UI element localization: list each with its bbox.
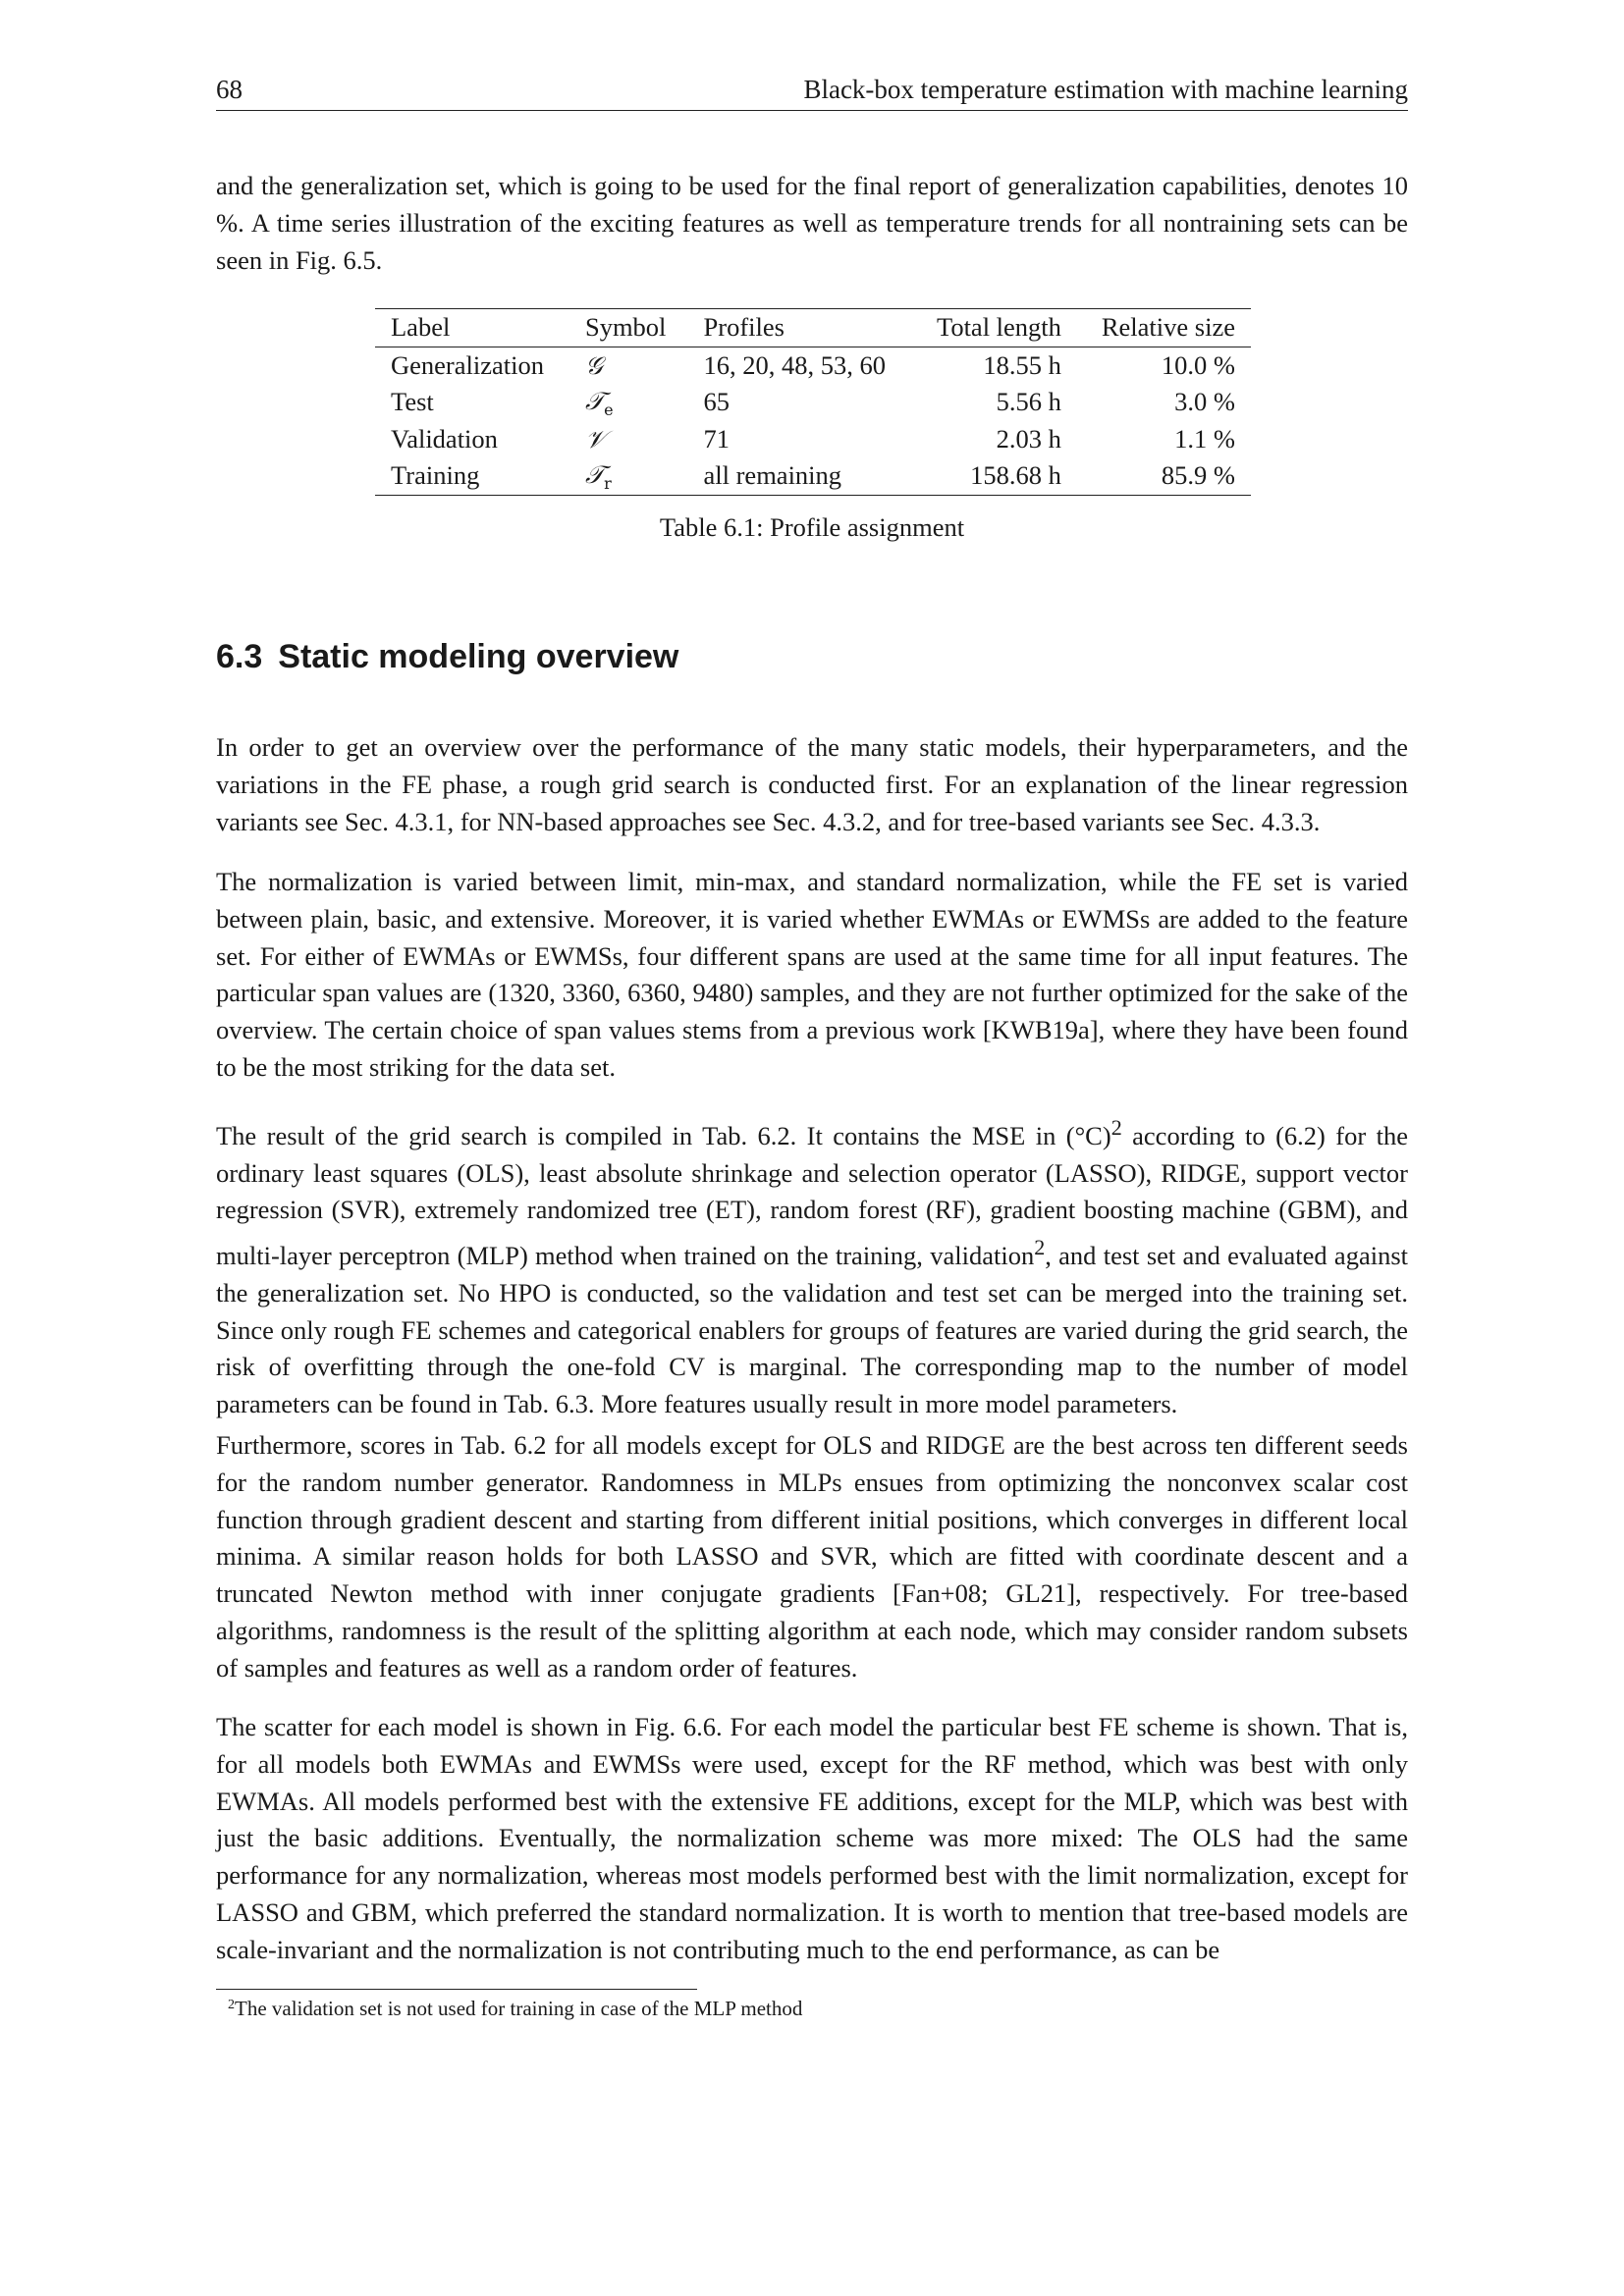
paragraph-overview: In order to get an overview over the performance of the many static models, their hyperparameters, and the variations in the FE phase, a rough grid search is conducted first. For an explanation of the linear regression variants see Sec. 4.3.1, for NN-based approaches see Sec. 4.3.2, and for tree-based variants see Sec. 4.3.3. bbox=[216, 732, 1408, 836]
section-heading bbox=[216, 638, 678, 676]
row-profiles: 71 bbox=[703, 423, 730, 454]
table-row bbox=[375, 347, 1251, 384]
footnote-rule bbox=[216, 1989, 697, 1990]
symbol-subscript: r bbox=[604, 473, 612, 493]
row-symbol bbox=[569, 457, 688, 495]
row-symbol bbox=[569, 384, 688, 421]
row-total-length: 158.68 h bbox=[970, 460, 1061, 491]
table-row bbox=[375, 421, 1251, 458]
row-total-length: 2.03 h bbox=[996, 423, 1061, 454]
symbol-subscript: e bbox=[604, 400, 614, 419]
table-header-row bbox=[375, 309, 1251, 347]
set-symbol: 𝒢 bbox=[584, 350, 603, 380]
row-symbol bbox=[569, 347, 688, 384]
set-symbol: 𝒯$_r$ bbox=[584, 459, 612, 493]
header-total-length: Total length bbox=[936, 312, 1061, 343]
set-symbol: 𝒯$_e$ bbox=[584, 386, 614, 419]
row-relative-size: 10.0 % bbox=[1161, 349, 1235, 380]
table-caption: Table 6.1: Profile assignment bbox=[659, 512, 965, 542]
paragraph-scatter: The scatter for each model is shown in Fig. 6.6. For each model the particular best FE scheme is shown. That is, for all models both EWMAs and EWMSs were used, except for the RF method, which was best with only EWMAs. All models performed best with the extensive FE additions, except for the MLP, which was best with just the basic additions. Eventually, the normalization scheme was more mixed: The OLS had the same performance for any normalization, whereas most models performed best with the limit normalization, except for LASSO and GBM, which preferred the standard normalization. It is worth to mention that tree-based models are scale-invariant and the normalization is not contributing much to the end performance, as can be bbox=[216, 1712, 1408, 1964]
header-label: Label bbox=[391, 312, 451, 343]
row-label: Training bbox=[391, 460, 480, 491]
footnote-number: 2 bbox=[228, 1998, 235, 2012]
row-profiles: all remaining bbox=[703, 460, 842, 491]
page-number: 68 bbox=[216, 75, 243, 104]
running-header bbox=[216, 73, 1408, 111]
header-symbol: Symbol bbox=[584, 312, 667, 343]
paragraph-randomness: Furthermore, scores in Tab. 6.2 for all models except for OLS and RIDGE are the best across ten different seeds for the random number generator. Randomness in MLPs ensues from optimizing the nonconvex scalar cost function through gradient descent and starting from different initial positions, which converges in different local minima. A similar reason holds for both LASSO and SVR, which are fitted with coordinate descent and a truncated Newton method with inner conjugate gradients [Fan+08; GL21], respectively. For tree-based algorithms, randomness is the result of the splitting algorithm at each node, which may consider random subsets of samples and features as well as a random order of features. bbox=[216, 1430, 1408, 1682]
paragraph-grid-search: The result of the grid search is compiled in Tab. 6.2. It contains the MSE in $(^\circ C)^2$ according to (6.2) for the ordinary least squares (OLS), least absolute shrinkage and selection operator (LASSO), RIDGE, support vector regression (SVR), extremely randomized tree (ET), random forest (RF), gradient boosting machine (GBM), and multi-layer perceptron (MLP) method when trained on the training, validation$^2$, and test set and evaluated against the generalization set. No HPO is conducted, so the validation and test set can be merged into the training set. Since only rough FE schemes and categorical enablers for groups of features are varied during the grid search, the risk of overfitting through the one-fold CV is marginal. The corresponding map to the number of model parameters can be found in Tab. 6.3. More features usually result in more model parameters. bbox=[216, 1115, 1408, 1419]
row-profiles: 65 bbox=[703, 387, 730, 417]
table-row bbox=[375, 457, 1251, 495]
header-relative-size: Relative size bbox=[1101, 312, 1235, 343]
row-relative-size: 1.1 % bbox=[1174, 423, 1235, 454]
profile-table bbox=[375, 308, 1251, 496]
running-title: Black-box temperature estimation with machine learning bbox=[803, 75, 1408, 104]
section-title: Static modeling overview bbox=[278, 638, 679, 675]
row-total-length: 5.56 h bbox=[996, 387, 1061, 417]
table-row bbox=[375, 384, 1251, 421]
row-label: Validation bbox=[391, 423, 498, 454]
header-profiles: Profiles bbox=[703, 312, 785, 343]
footnote bbox=[228, 1997, 802, 2021]
paragraph-normalization: The normalization is varied between limit, min-max, and standard normalization, while the FE set is varied between plain, basic, and extensive. Moreover, it is varied whether EWMAs or EWMSs are added to the feature set. For either of EWMAs or EWMSs, four different spans are used at the same time for all input features. The particular span values are (1320, 3360, 6360, 9480) samples, and they are not further optimized for the sake of the overview. The certain choice of span values stems from a previous work [KWB19a], where they have been found to be the most striking for the data set. bbox=[216, 867, 1408, 1082]
row-label: Test bbox=[391, 387, 434, 417]
section-number: 6.3 bbox=[216, 638, 263, 675]
row-label: Generalization bbox=[391, 349, 544, 380]
row-relative-size: 85.9 % bbox=[1161, 460, 1235, 491]
footnote-text: The validation set is not used for training in case of the MLP method bbox=[235, 1997, 803, 2020]
row-profiles: 16, 20, 48, 53, 60 bbox=[703, 349, 886, 380]
footnote-mark: 2 bbox=[1034, 1235, 1046, 1260]
math-superscript: 2 bbox=[1110, 1115, 1122, 1140]
set-symbol: 𝒱 bbox=[584, 424, 606, 454]
row-relative-size: 3.0 % bbox=[1174, 387, 1235, 417]
row-symbol bbox=[569, 421, 688, 458]
row-total-length: 18.55 h bbox=[983, 349, 1061, 380]
intro-paragraph: and the generalization set, which is going to be used for the final report of generalization capabilities, denotes 10 %. A time series illustration of the exciting features as well as temperature trends for all nontraining sets can be seen in Fig. 6.5. bbox=[216, 171, 1408, 275]
